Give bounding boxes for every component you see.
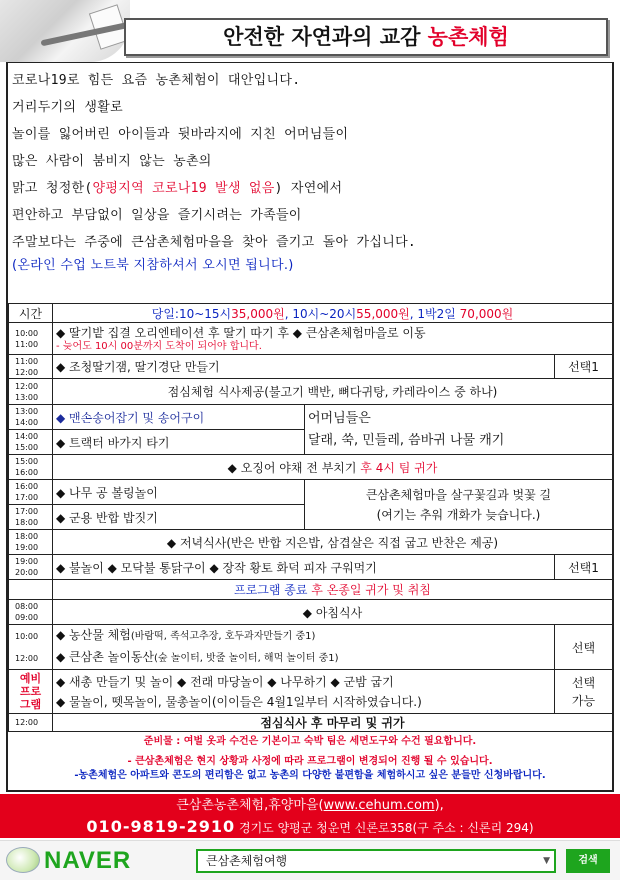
time-cell [9, 355, 53, 379]
laptop-notice: (온라인 수업 노트북 지참하셔서 오시면 됩니다.) [12, 258, 294, 273]
time-cell [9, 379, 53, 405]
table-row [9, 379, 613, 405]
contact-line-1 [0, 794, 620, 816]
time-cell [9, 480, 53, 505]
time-end: 20:00 [15, 568, 39, 577]
playground-title: ◆ 큰삼촌 놀이동산 [56, 650, 155, 664]
time-end: 16:00 [15, 468, 39, 477]
table-row [9, 600, 613, 625]
address: 경기도 양평군 청운면 신론로358(구 주소 : 신론리 294) [235, 821, 534, 835]
table-row [9, 323, 613, 355]
time-cell [9, 530, 53, 555]
phone-number: 010-9819-2910 [86, 817, 236, 836]
table-row [9, 530, 613, 555]
time-cell [9, 430, 53, 455]
time-cell [9, 405, 53, 430]
time-start: 08:00 [15, 602, 39, 611]
search-query: 큰삼촌체험여행 [206, 854, 288, 868]
playground [56, 647, 551, 669]
option-cell [555, 670, 613, 714]
activity-cell: ◆ 군용 반합 밥짓기 [53, 505, 305, 530]
chevron-down-icon[interactable]: ▼ [543, 856, 550, 866]
covid-free-note: 양평지역 코로나19 발생 없음 [92, 181, 275, 196]
time-cell: 12:00 [9, 714, 53, 732]
intro-line: 코로나19로 힘든 요즘 농촌체험이 대안입니다. [12, 73, 301, 88]
intro-line: 거리두기의 생활로 [12, 100, 123, 115]
option-cell: 선택1 [555, 555, 613, 580]
intro-line-end: ) 자연에서 [274, 181, 343, 196]
price-overnight: 70,000원 [459, 306, 514, 321]
activity-text: ◆ 오징어 야채 전 부치기 [227, 460, 361, 475]
blossom-note: (여기는 추워 개화가 늦습니다.) [376, 507, 541, 522]
naver-mascot-icon [6, 847, 40, 873]
blossom-title: 큰삼촌체험마을 살구꽃길과 벚꽃 길 [365, 487, 552, 502]
playground-options: (숲 놀이터, 밧줄 놀이터, 해먹 놀이터 중1) [154, 653, 339, 664]
contact-line-2 [0, 816, 620, 839]
search-button[interactable]: 검색 [566, 849, 610, 873]
time-start: 12:00 [15, 381, 39, 391]
time-end: 11:00 [15, 339, 39, 349]
activity-cell: ◆ 조청딸기잼, 딸기경단 만들기 [53, 355, 555, 379]
blossom-cell [305, 480, 613, 530]
inconvenience-note: -농촌체험은 아파트와 콘도의 편리함은 없고 농촌의 다양한 불편함을 체험하시고 싶은 분들만 신청바랍니다. [74, 770, 546, 781]
time-cell [9, 323, 53, 355]
table-row [9, 304, 613, 323]
table-row [9, 670, 613, 714]
option-cell: 선택1 [555, 355, 613, 379]
farm-experience [56, 625, 551, 647]
time-cell [9, 580, 53, 600]
activity-cell: ◆ 맨손송어잡기 및 송어구이 [53, 405, 305, 430]
table-row [9, 405, 613, 430]
title-main: 안전한 자연과의 교감 [223, 25, 428, 49]
time-cell [9, 555, 53, 580]
farm-experience-options: (바람떡, 족석고추장, 호두과자만들기 중1) [130, 631, 316, 642]
table-row [9, 714, 613, 732]
table-row [9, 555, 613, 580]
time-header: 시간 [9, 304, 53, 323]
program-end-text: 프로그램 종료 [234, 583, 312, 597]
time-start: 16:00 [15, 482, 39, 491]
time-start: 19:00 [15, 557, 39, 566]
table-row [9, 355, 613, 379]
reserve-activities: ◆ 새총 만들기 및 놀이 ◆ 전래 마당놀이 ◆ 나무하기 ◆ 군밤 굽기 [56, 674, 394, 689]
activity-cell [53, 670, 555, 714]
time-start: 10:00 [15, 631, 39, 641]
prep-note: 준비물 : 여벌 옷과 수건은 기본이고 숙박 팀은 세면도구와 수건 필요합니다. [143, 736, 477, 747]
activity-text: ◆ 딸기밭 집결 오리엔테이션 후 딸기 따기 후 ◆ 큰삼촌체험마을로 이동 [56, 326, 426, 340]
time-cell [9, 455, 53, 480]
option-label: 선택 [571, 675, 596, 690]
main-frame [6, 62, 614, 792]
time-end: 12:00 [15, 367, 39, 377]
price-sep: , 1박2일 [409, 306, 460, 321]
time-end: 12:00 [15, 653, 39, 663]
intro-line: 많은 사람이 붐비지 않는 농촌의 [12, 154, 212, 169]
time-end: 19:00 [15, 543, 39, 552]
activity-cell: ◆ 트랙터 바가지 타기 [53, 430, 305, 455]
activity-cell: 점심식사 후 마무리 및 귀가 [53, 714, 613, 732]
activity-cell [53, 625, 555, 670]
search-input[interactable] [196, 849, 556, 873]
time-cell [9, 600, 53, 625]
mothers-activity-title: 어머님들은 [308, 410, 371, 426]
water-activities-note: (이이들은 4월1일부터 시작하였습니다.) [211, 694, 422, 709]
time-cell [9, 505, 53, 530]
naver-search-bar [0, 840, 620, 880]
notes [8, 731, 612, 791]
option-cell: 선택 [555, 625, 613, 670]
table-row [9, 455, 613, 480]
naver-logo: NAVER [44, 847, 132, 874]
time-end: 17:00 [15, 493, 39, 502]
activity-cell [53, 323, 613, 355]
reserve-program-label: 예비 프로 그램 [9, 670, 53, 714]
farm-experience-title: ◆ 농산물 체험 [56, 628, 131, 642]
arrival-note: - 늦어도 10시 00분까지 도착이 되어야 합니다. [56, 341, 262, 352]
table-row [9, 625, 613, 670]
mothers-activity-cell [305, 405, 613, 455]
table-row [9, 480, 613, 505]
activity-cell: ◆ 저녁식사(반은 반합 지은밥, 삼겹살은 직접 굽고 반찬은 제공) [53, 530, 613, 555]
time-cell [9, 625, 53, 670]
time-end: 13:00 [15, 392, 39, 402]
time-start: 13:00 [15, 407, 39, 416]
departure-note: 후 4시 팀 귀가 [360, 460, 438, 475]
activity-cell: ◆ 나무 공 볼링놀이 [53, 480, 305, 505]
mothers-activity-text: 달래, 쑥, 민들레, 씀바귀 나물 캐기 [308, 432, 505, 448]
water-activities [56, 692, 551, 712]
option-label-2: 가능 [571, 693, 596, 708]
contact-name: 큰삼촌농촌체험,휴양마을( [176, 798, 324, 813]
price-day: 35,000원 [231, 306, 285, 321]
title-accent: 농촌체험 [427, 25, 509, 49]
time-start: 17:00 [15, 507, 39, 516]
intro-text [8, 63, 612, 303]
price-mid: , 10시~20시 [284, 306, 357, 321]
time-end: 15:00 [15, 443, 39, 452]
activity-cell [53, 580, 613, 600]
time-start: 14:00 [15, 432, 39, 441]
intro-line: 편안하고 부담없이 일상을 즐기시려는 가족들이 [12, 208, 302, 223]
price-prefix: 당일:10~15시 [151, 306, 232, 321]
time-end: 14:00 [15, 418, 39, 427]
time-end: 09:00 [15, 613, 39, 622]
change-note: - 큰삼촌체험은 현지 상황과 사정에 따라 프로그램이 변경되어 진행 될 수 있습니다. [127, 756, 493, 767]
intro-line-start: 맑고 청정한( [12, 181, 93, 196]
intro-line: 주말보다는 주중에 큰삼촌체험마을을 찾아 즐기고 돌아 가십니다. [12, 235, 417, 250]
intro-line: 놀이를 잃어버린 아이들과 뒷바라지에 지친 어머님들이 [12, 127, 349, 142]
time-start: 11:00 [15, 356, 39, 366]
activity-cell: ◆ 불놀이 ◆ 모닥불 통닭구이 ◆ 장작 황토 화덕 피자 구워먹기 [53, 555, 555, 580]
time-end: 18:00 [15, 518, 39, 527]
program-end-note: 후 온종일 귀가 및 취침 [311, 583, 431, 597]
intro-line [12, 175, 608, 202]
time-start: 10:00 [15, 328, 39, 338]
time-start: 15:00 [15, 457, 39, 466]
contact-bar [0, 794, 620, 838]
price-info [53, 304, 613, 323]
header [0, 0, 620, 62]
contact-line-end: ), [434, 798, 444, 813]
water-activities-title: ◆ 물놀이, 뗏목놀이, 물총놀이 [56, 694, 212, 709]
activity-cell [53, 455, 613, 480]
activity-cell: 점심체험 식사제공(불고기 백반, 뼈다귀탕, 카레라이스 중 하나) [53, 379, 613, 405]
time-start: 18:00 [15, 532, 39, 541]
website-link[interactable]: www.cehum.com [323, 798, 435, 813]
activity-cell: ◆ 아침식사 [53, 600, 613, 625]
price-long-day: 55,000원 [356, 306, 410, 321]
page-title [124, 18, 608, 56]
schedule-table [8, 303, 613, 732]
table-row [9, 580, 613, 600]
